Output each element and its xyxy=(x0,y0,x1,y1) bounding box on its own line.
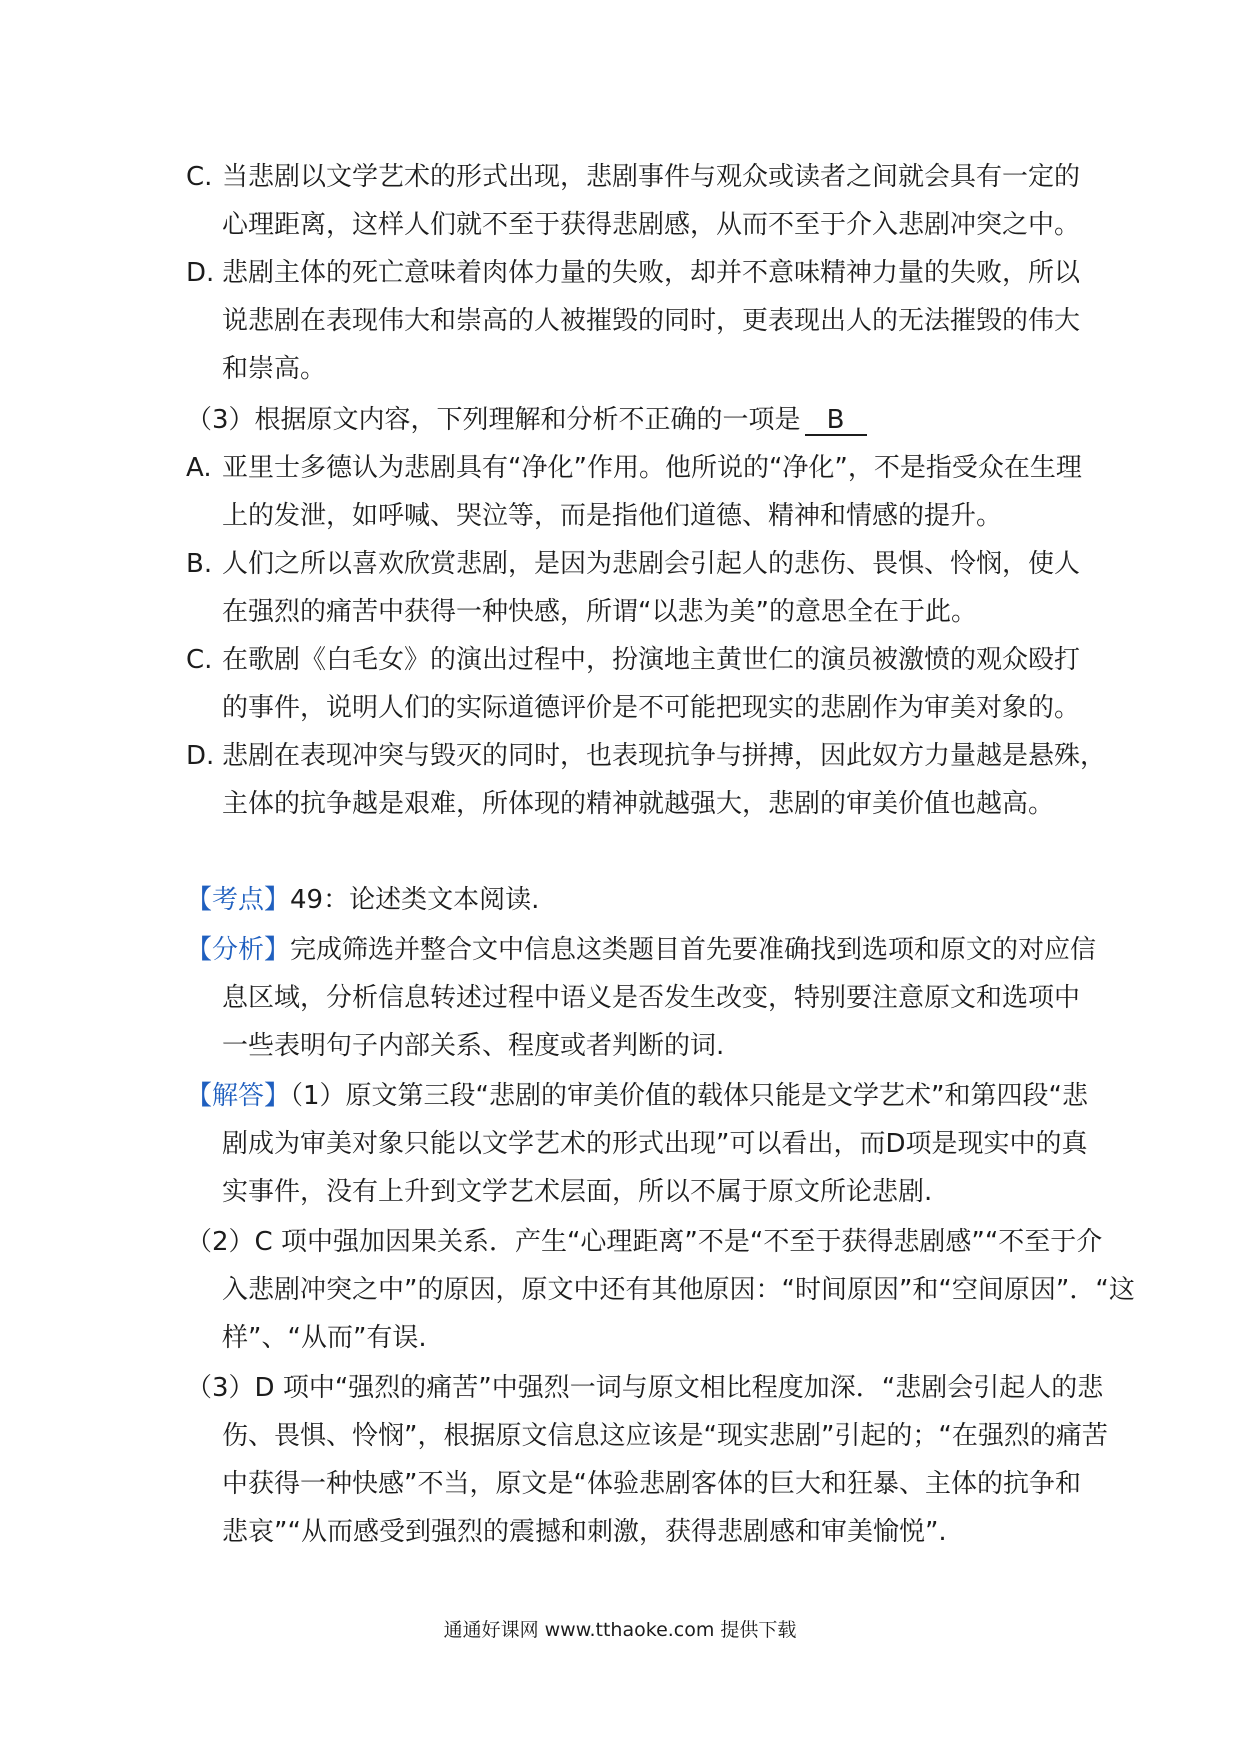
fenxi-tag: 【分析】 xyxy=(186,935,291,965)
q2-option-d-line1 xyxy=(186,256,1080,290)
q3-option-d-text: 悲剧在表现冲突与毁灭的同时，也表现抗争与拼搏，因此奴方力量越是悬殊， xyxy=(222,741,1107,771)
fenxi-text: 完成筛选并整合文中信息这类题目首先要准确找到选项和原文的对应信 xyxy=(290,935,1097,965)
page-footer: 通通好课网 www.tthaoke.com 提供下载 xyxy=(443,1619,797,1641)
jieda-p2-line2: 入悲剧冲突之中”的原因，原文中还有其他原因：“时间原因”和“空间原因”．“这 xyxy=(222,1275,1135,1305)
jieda-p1-line1 xyxy=(186,1079,1088,1113)
q3-option-b-text: 人们之所以喜欢欣赏悲剧，是因为悲剧会引起人的悲伤、畏惧、怜悯，使人 xyxy=(222,549,1081,579)
q3-option-a-line1 xyxy=(186,451,1082,485)
q3-stem-text: （3）根据原文内容，下列理解和分析不正确的一项是 xyxy=(186,405,801,435)
kaodian-line xyxy=(186,883,539,917)
q3-option-d-line2: 主体的抗争越是艰难，所体现的精神就越强大，悲剧的审美价值也越高。 xyxy=(222,789,1055,819)
jieda-p1-line3: 实事件，没有上升到文学艺术层面，所以不属于原文所论悲剧. xyxy=(222,1177,933,1207)
q2-option-d-line3: 和崇高。 xyxy=(222,354,327,384)
q3-option-a-label: A. xyxy=(186,453,212,483)
q3-option-d-label: D. xyxy=(186,741,215,771)
fenxi-line3: 一些表明句子内部关系、程度或者判断的词. xyxy=(222,1031,725,1061)
q3-option-a-line2: 上的发泄，如呼喊、哭泣等，而是指他们道德、精神和情感的提升。 xyxy=(222,501,1003,531)
jieda-p3-line2: 伤、畏惧、怜悯”，根据原文信息这应该是“现实悲剧”引起的；“在强烈的痛苦 xyxy=(222,1421,1108,1451)
kaodian-text: 49：论述类文本阅读. xyxy=(290,885,540,915)
jieda-p2-line1: （2）C 项中强加因果关系．产生“心理距离”不是“不至于获得悲剧感”“不至于介 xyxy=(186,1227,1103,1257)
q3-stem xyxy=(186,403,867,437)
q3-option-b-line1 xyxy=(186,547,1080,581)
fenxi-line1 xyxy=(186,933,1096,967)
q2-option-c-line2: 心理距离，这样人们就不至于获得悲剧感，从而不至于介入悲剧冲突之中。 xyxy=(222,210,1081,240)
q3-option-b-label: B. xyxy=(186,549,213,579)
q2-option-c-line1 xyxy=(186,160,1080,194)
q3-option-d-line1 xyxy=(186,739,1106,773)
q3-option-c-label: C. xyxy=(186,645,213,675)
q2-option-c-label: C. xyxy=(186,162,213,192)
q3-option-c-text: 在歌剧《白毛女》的演出过程中，扮演地主黄世仁的演员被激愤的观众殴打 xyxy=(222,645,1081,675)
q3-answer-blank: B xyxy=(805,406,867,436)
q2-option-c-text: 当悲剧以文学艺术的形式出现，悲剧事件与观众或读者之间就会具有一定的 xyxy=(222,162,1081,192)
jieda-p1-line2: 剧成为审美对象只能以文学艺术的形式出现”可以看出，而D项是现实中的真 xyxy=(222,1129,1088,1159)
fenxi-line2: 息区域，分析信息转述过程中语义是否发生改变，特别要注意原文和选项中 xyxy=(222,983,1081,1013)
q3-option-c-line1 xyxy=(186,643,1080,677)
q3-option-a-text: 亚里士多德认为悲剧具有“净化”作用。他所说的“净化”，不是指受众在生理 xyxy=(222,453,1082,483)
jieda-tag: 【解答】 xyxy=(186,1081,291,1111)
q2-option-d-text: 悲剧主体的死亡意味着肉体力量的失败，却并不意味精神力量的失败，所以 xyxy=(222,258,1081,288)
q2-option-d-label: D. xyxy=(186,258,215,288)
jieda-p1-text: （1）原文第三段“悲剧的审美价值的载体只能是文学艺术”和第四段“悲 xyxy=(290,1081,1088,1111)
q3-option-b-line2: 在强烈的痛苦中获得一种快感，所谓“以悲为美”的意思全在于此。 xyxy=(222,597,977,627)
jieda-p3-line4: 悲哀”“从而感受到强烈的震撼和刺激，获得悲剧感和审美愉悦”. xyxy=(222,1517,947,1547)
jieda-p3-line3: 中获得一种快感”不当，原文是“体验悲剧客体的巨大和狂暴、主体的抗争和 xyxy=(222,1469,1081,1499)
q3-option-c-line2: 的事件，说明人们的实际道德评价是不可能把现实的悲剧作为审美对象的。 xyxy=(222,693,1081,723)
q2-option-d-line2: 说悲剧在表现伟大和崇高的人被摧毁的同时，更表现出人的无法摧毁的伟大 xyxy=(222,306,1081,336)
jieda-p3-line1: （3）D 项中“强烈的痛苦”中强烈一词与原文相比程度加深．“悲剧会引起人的悲 xyxy=(186,1373,1104,1403)
kaodian-tag: 【考点】 xyxy=(186,885,291,915)
jieda-p2-line3: 样”、“从而”有误. xyxy=(222,1323,427,1353)
